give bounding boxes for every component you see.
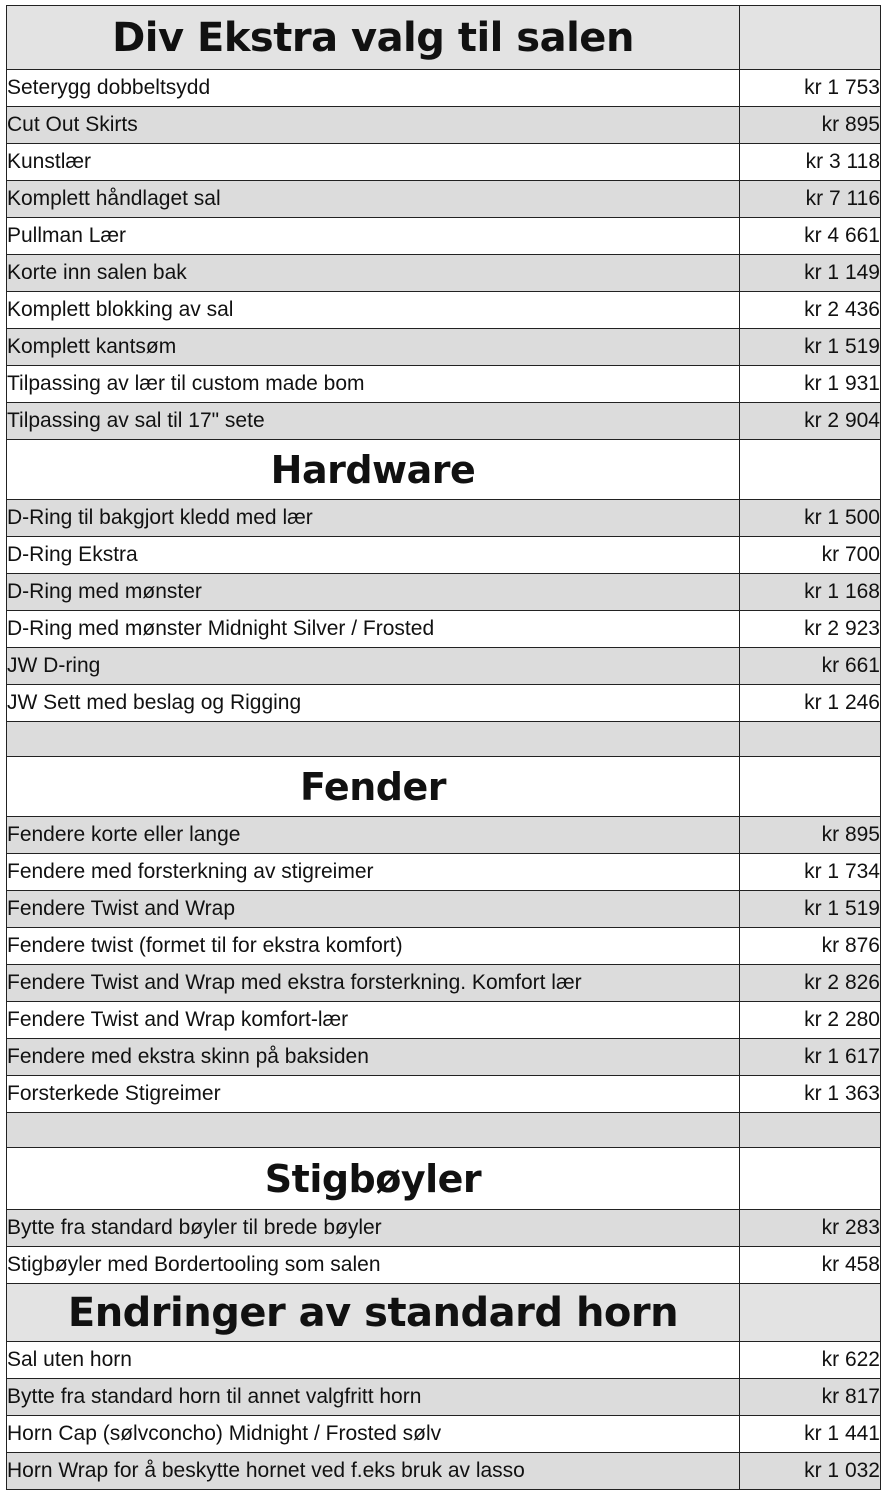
item-price: kr 622 — [740, 1342, 881, 1379]
item-name: D-Ring med mønster Midnight Silver / Frosted — [7, 611, 740, 648]
spacer-row — [7, 1113, 881, 1148]
table-row — [7, 891, 881, 928]
table-row — [7, 181, 881, 218]
empty-cell — [7, 722, 740, 757]
table-row — [7, 292, 881, 329]
item-price: kr 1 441 — [740, 1416, 881, 1453]
section-title: Endringer av standard horn — [7, 1284, 740, 1342]
table-row — [7, 1247, 881, 1284]
item-price: kr 895 — [740, 817, 881, 854]
item-name: Stigbøyler med Bordertooling som salen — [7, 1247, 740, 1284]
item-price: kr 1 168 — [740, 574, 881, 611]
item-name: Komplett blokking av sal — [7, 292, 740, 329]
item-price: kr 1 753 — [740, 70, 881, 107]
table-row — [7, 403, 881, 440]
item-name: D-Ring til bakgjort kledd med lær — [7, 500, 740, 537]
item-price: kr 458 — [740, 1247, 881, 1284]
item-name: Tilpassing av lær til custom made bom — [7, 366, 740, 403]
item-name: Horn Wrap for å beskytte hornet ved f.eks bruk av lasso — [7, 1453, 740, 1490]
item-name: Fendere med ekstra skinn på baksiden — [7, 1039, 740, 1076]
table-row — [7, 1453, 881, 1490]
item-name: Sal uten horn — [7, 1342, 740, 1379]
table-row — [7, 329, 881, 366]
item-name: Fendere Twist and Wrap komfort-lær — [7, 1002, 740, 1039]
item-name: JW D-ring — [7, 648, 740, 685]
table-row — [7, 1379, 881, 1416]
item-name: Komplett håndlaget sal — [7, 181, 740, 218]
item-name: D-Ring Ekstra — [7, 537, 740, 574]
section-header-empty-cell — [740, 6, 881, 70]
item-price: kr 1 519 — [740, 329, 881, 366]
item-name: Komplett kantsøm — [7, 329, 740, 366]
item-name: Fendere Twist and Wrap — [7, 891, 740, 928]
section-header — [7, 440, 881, 500]
item-name: D-Ring med mønster — [7, 574, 740, 611]
item-name: Horn Cap (sølvconcho) Midnight / Frosted sølv — [7, 1416, 740, 1453]
section-header-empty-cell — [740, 757, 881, 817]
table-row — [7, 255, 881, 292]
item-price: kr 895 — [740, 107, 881, 144]
item-price: kr 1 617 — [740, 1039, 881, 1076]
item-price: kr 1 246 — [740, 685, 881, 722]
item-name: Pullman Lær — [7, 218, 740, 255]
section-header — [7, 6, 881, 70]
item-name: Bytte fra standard horn til annet valgfritt horn — [7, 1379, 740, 1416]
item-price: kr 2 436 — [740, 292, 881, 329]
section-title: Div Ekstra valg til salen — [7, 6, 740, 70]
table-row — [7, 1076, 881, 1113]
item-name: JW Sett med beslag og Rigging — [7, 685, 740, 722]
table-row — [7, 70, 881, 107]
table-row — [7, 1210, 881, 1247]
item-price: kr 2 826 — [740, 965, 881, 1002]
item-name: Forsterkede Stigreimer — [7, 1076, 740, 1113]
item-price: kr 876 — [740, 928, 881, 965]
item-price: kr 1 500 — [740, 500, 881, 537]
item-price: kr 1 734 — [740, 854, 881, 891]
item-price: kr 700 — [740, 537, 881, 574]
table-row — [7, 1039, 881, 1076]
section-title: Stigbøyler — [7, 1148, 740, 1210]
table-row — [7, 1416, 881, 1453]
section-header — [7, 1148, 881, 1210]
item-name: Kunstlær — [7, 144, 740, 181]
empty-cell — [740, 722, 881, 757]
empty-cell — [740, 1113, 881, 1148]
item-price: kr 817 — [740, 1379, 881, 1416]
table-row — [7, 928, 881, 965]
section-title: Fender — [7, 757, 740, 817]
item-price: kr 2 904 — [740, 403, 881, 440]
table-row — [7, 1342, 881, 1379]
section-header — [7, 757, 881, 817]
item-name: Fendere Twist and Wrap med ekstra forsterkning. Komfort lær — [7, 965, 740, 1002]
table-row — [7, 500, 881, 537]
table-row — [7, 817, 881, 854]
item-price: kr 1 519 — [740, 891, 881, 928]
item-price: kr 7 116 — [740, 181, 881, 218]
item-name: Fendere korte eller lange — [7, 817, 740, 854]
item-name: Seterygg dobbeltsydd — [7, 70, 740, 107]
table-row — [7, 965, 881, 1002]
table-row — [7, 218, 881, 255]
item-price: kr 3 118 — [740, 144, 881, 181]
table-row — [7, 366, 881, 403]
section-header-empty-cell — [740, 1148, 881, 1210]
item-price: kr 1 032 — [740, 1453, 881, 1490]
item-name: Korte inn salen bak — [7, 255, 740, 292]
item-name: Tilpassing av sal til 17" sete — [7, 403, 740, 440]
item-price: kr 2 280 — [740, 1002, 881, 1039]
item-price: kr 1 363 — [740, 1076, 881, 1113]
table-row — [7, 854, 881, 891]
table-row — [7, 648, 881, 685]
section-header-empty-cell — [740, 1284, 881, 1342]
section-header-empty-cell — [740, 440, 881, 500]
item-price: kr 1 931 — [740, 366, 881, 403]
section-title: Hardware — [7, 440, 740, 500]
table-row — [7, 1002, 881, 1039]
table-row — [7, 611, 881, 648]
spacer-row — [7, 722, 881, 757]
section-header — [7, 1284, 881, 1342]
price-table — [6, 5, 881, 1490]
table-row — [7, 537, 881, 574]
item-name: Fendere med forsterkning av stigreimer — [7, 854, 740, 891]
table-row — [7, 574, 881, 611]
item-price: kr 4 661 — [740, 218, 881, 255]
item-price: kr 283 — [740, 1210, 881, 1247]
table-row — [7, 144, 881, 181]
item-price: kr 2 923 — [740, 611, 881, 648]
item-price: kr 661 — [740, 648, 881, 685]
empty-cell — [7, 1113, 740, 1148]
table-row — [7, 107, 881, 144]
table-row — [7, 685, 881, 722]
item-name: Cut Out Skirts — [7, 107, 740, 144]
item-name: Fendere twist (formet til for ekstra komfort) — [7, 928, 740, 965]
item-price: kr 1 149 — [740, 255, 881, 292]
item-name: Bytte fra standard bøyler til brede bøyler — [7, 1210, 740, 1247]
